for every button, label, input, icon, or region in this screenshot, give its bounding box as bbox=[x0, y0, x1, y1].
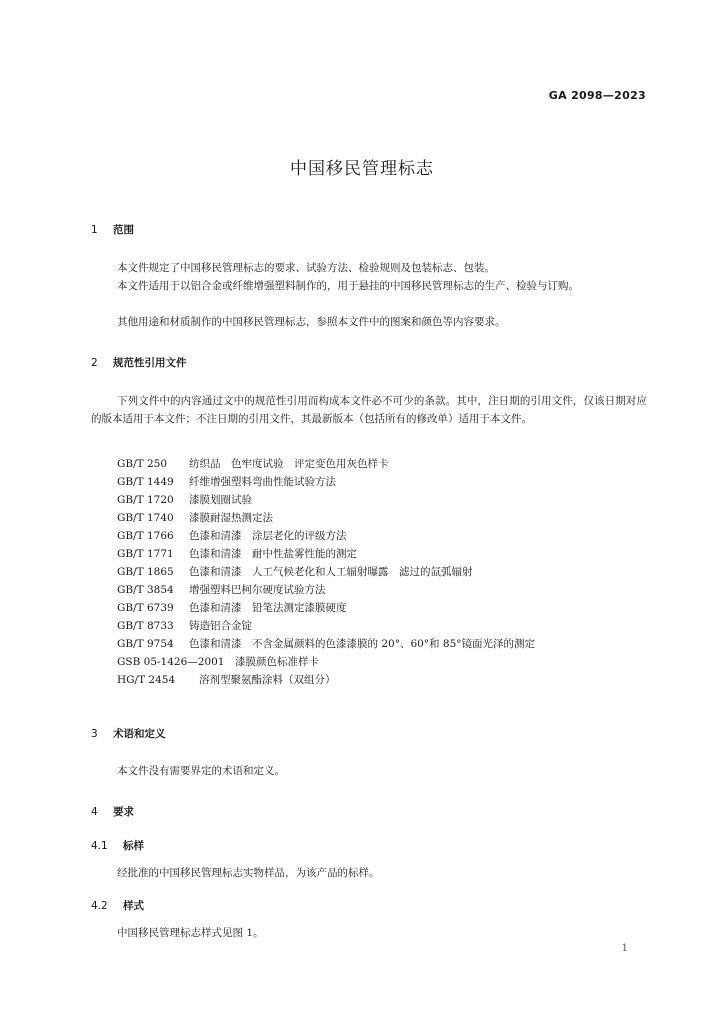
reference-item bbox=[117, 671, 535, 689]
section-4-1-paragraph: 经批准的中国移民管理标志实物样品，为该产品的标样。 bbox=[117, 867, 380, 879]
reference-item bbox=[117, 581, 535, 599]
reference-title: 纺织品 色牢度试验 评定变色用灰色样卡 bbox=[189, 458, 389, 470]
reference-item bbox=[117, 491, 535, 509]
section-2-intro: 下列文件中的内容通过文中的规范性引用而构成本文件必不可少的条款。其中，注日期的引用文件，仅该日期对应的版本适用于本文件；不注日期的引用文件，其最新版本（包括所有的修改单）适用于本文件。 bbox=[91, 395, 647, 425]
reference-item bbox=[117, 653, 535, 671]
section-number: 2 bbox=[91, 357, 98, 369]
reference-code: GB/T 1766 bbox=[117, 530, 174, 542]
reference-title: 色漆和清漆 涂层老化的评级方法 bbox=[189, 530, 347, 542]
reference-title: 色漆和清漆 铅笔法测定漆膜硬度 bbox=[189, 602, 347, 614]
reference-item bbox=[117, 455, 535, 473]
reference-title: 漆膜耐湿热测定法 bbox=[189, 512, 273, 524]
reference-code: GB/T 1771 bbox=[117, 548, 174, 560]
section-title: 规范性引用文件 bbox=[113, 357, 187, 369]
section-1-paragraph-2: 本文件适用于以铝合金或纤维增强塑料制作的，用于悬挂的中国移民管理标志的生产、检验与订购。 bbox=[117, 280, 579, 292]
reference-item bbox=[117, 527, 535, 545]
section-title: 范围 bbox=[113, 224, 134, 236]
reference-item bbox=[117, 509, 535, 527]
reference-code: GB/T 8733 bbox=[117, 620, 174, 632]
reference-code: GB/T 9754 bbox=[117, 638, 174, 650]
reference-title: 溶剂型聚氨酯涂料（双组分） bbox=[199, 674, 336, 686]
section-number: 4.1 bbox=[91, 840, 108, 852]
reference-code: HG/T 2454 bbox=[117, 674, 176, 686]
section-number: 3 bbox=[91, 728, 98, 740]
reference-item bbox=[117, 563, 535, 581]
section-number: 4 bbox=[91, 806, 98, 818]
section-2-heading bbox=[91, 355, 187, 370]
reference-code: GB/T 1449 bbox=[117, 476, 174, 488]
reference-code: GSB 05-1426—2001 bbox=[117, 656, 225, 668]
section-4-heading bbox=[91, 804, 134, 819]
page-number: 1 bbox=[621, 943, 628, 954]
reference-item bbox=[117, 599, 535, 617]
reference-code: GB/T 3854 bbox=[117, 584, 174, 596]
standard-code: GA 2098—2023 bbox=[548, 89, 646, 102]
section-title: 样式 bbox=[123, 900, 144, 912]
section-4-1-heading bbox=[91, 838, 144, 853]
section-3-paragraph: 本文件没有需要界定的术语和定义。 bbox=[117, 765, 285, 777]
section-number: 4.2 bbox=[91, 900, 108, 912]
section-1-heading bbox=[91, 222, 134, 237]
reference-item bbox=[117, 617, 535, 635]
section-number: 1 bbox=[91, 224, 98, 236]
reference-title: 铸造铝合金锭 bbox=[189, 620, 252, 632]
section-4-2-heading bbox=[91, 898, 144, 913]
reference-code: GB/T 1740 bbox=[117, 512, 174, 524]
section-1-paragraph-1: 本文件规定了中国移民管理标志的要求、试验方法、检验规则及包装标志、包装。 bbox=[117, 262, 495, 274]
reference-title: 色漆和清漆 耐中性盐雾性能的测定 bbox=[189, 548, 357, 560]
reference-code: GB/T 1865 bbox=[117, 566, 174, 578]
document-title: 中国移民管理标志 bbox=[290, 159, 434, 179]
section-title: 术语和定义 bbox=[113, 728, 166, 740]
section-4-2-paragraph: 中国移民管理标志样式见图 1。 bbox=[117, 927, 264, 939]
reference-title: 漆膜颜色标准样卡 bbox=[235, 656, 319, 668]
section-1-paragraph-3: 其他用途和材质制作的中国移民管理标志，参照本文件中的图案和颜色等内容要求。 bbox=[117, 316, 506, 328]
reference-title: 色漆和清漆 人工气候老化和人工辐射曝露 滤过的氙弧辐射 bbox=[189, 566, 473, 578]
section-title: 要求 bbox=[113, 806, 134, 818]
reference-item bbox=[117, 635, 535, 653]
section-title: 标样 bbox=[123, 840, 144, 852]
reference-title: 纤维增强塑料弯曲性能试验方法 bbox=[189, 476, 336, 488]
reference-code: GB/T 250 bbox=[117, 458, 168, 470]
reference-title: 增强塑料巴柯尔硬度试验方法 bbox=[189, 584, 326, 596]
reference-code: GB/T 6739 bbox=[117, 602, 174, 614]
reference-item bbox=[117, 473, 535, 491]
section-3-heading bbox=[91, 726, 166, 741]
reference-code: GB/T 1720 bbox=[117, 494, 174, 506]
reference-list bbox=[117, 455, 535, 689]
reference-title: 色漆和清漆 不含金属颜料的色漆漆膜的 20°、60°和 85°镜面光泽的测定 bbox=[189, 638, 536, 650]
reference-title: 漆膜划圈试验 bbox=[189, 494, 252, 506]
reference-item bbox=[117, 545, 535, 563]
